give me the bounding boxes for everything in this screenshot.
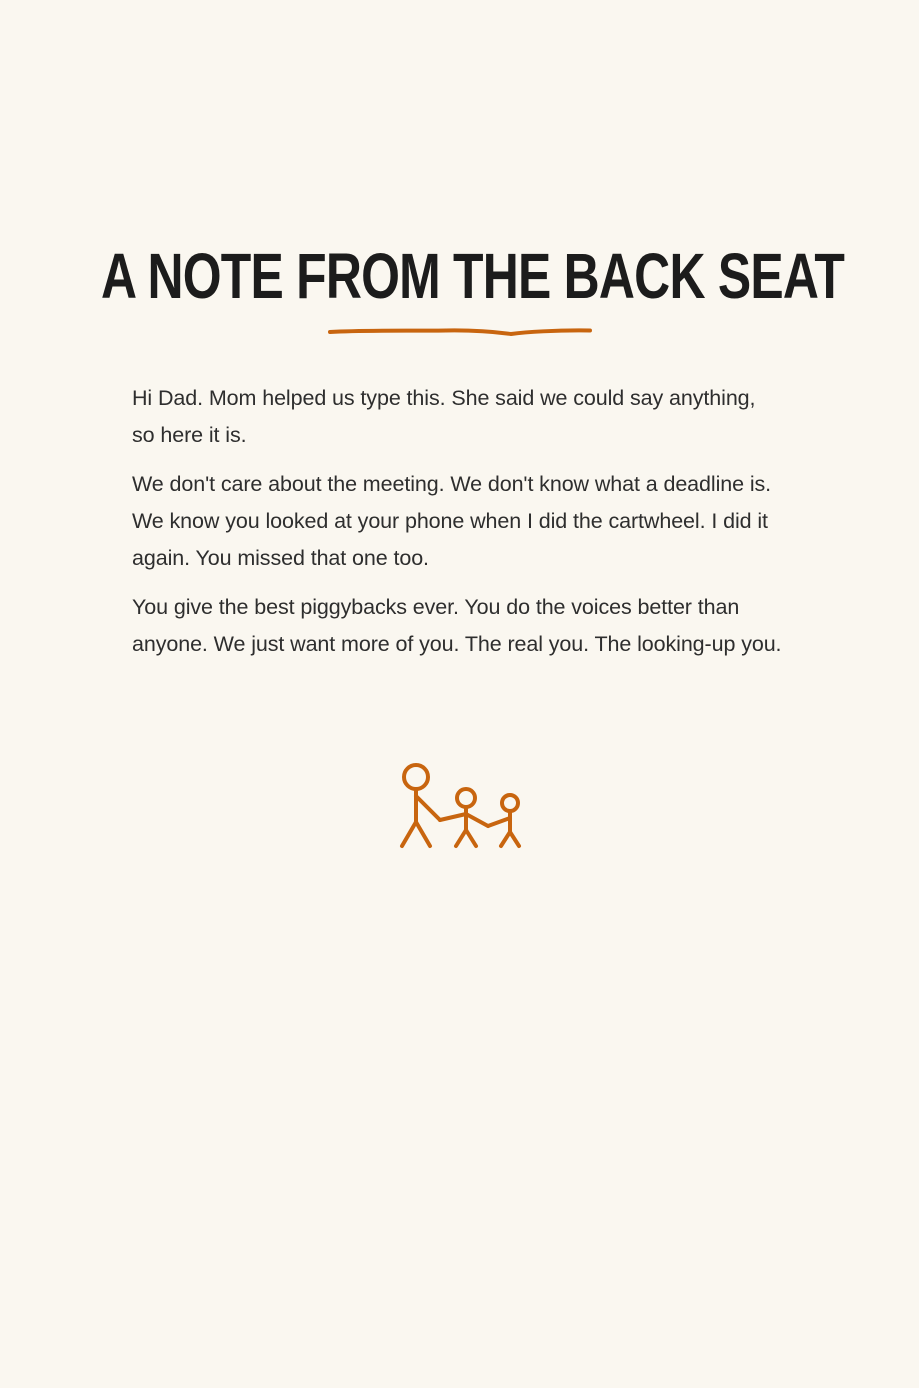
title-underline-divider (326, 322, 594, 342)
stick-figure-family-icon (396, 760, 526, 854)
paragraph-1: Hi Dad. Mom helped us type this. She said we could say anything, so here it is. (132, 386, 756, 447)
page-title: A NOTE FROM THE BACK SEAT (100, 240, 845, 312)
letter-body (132, 380, 782, 675)
paragraph-3: You give the best piggybacks ever. You do the voices better than anyone. We just want more of you. The real you. The looking-up you. (132, 595, 782, 656)
paragraph-2: We don't care about the meeting. We don't know what a deadline is. We know you looked at your phone when I did the cartwheel. I did it again. You missed that one too. (132, 472, 772, 570)
